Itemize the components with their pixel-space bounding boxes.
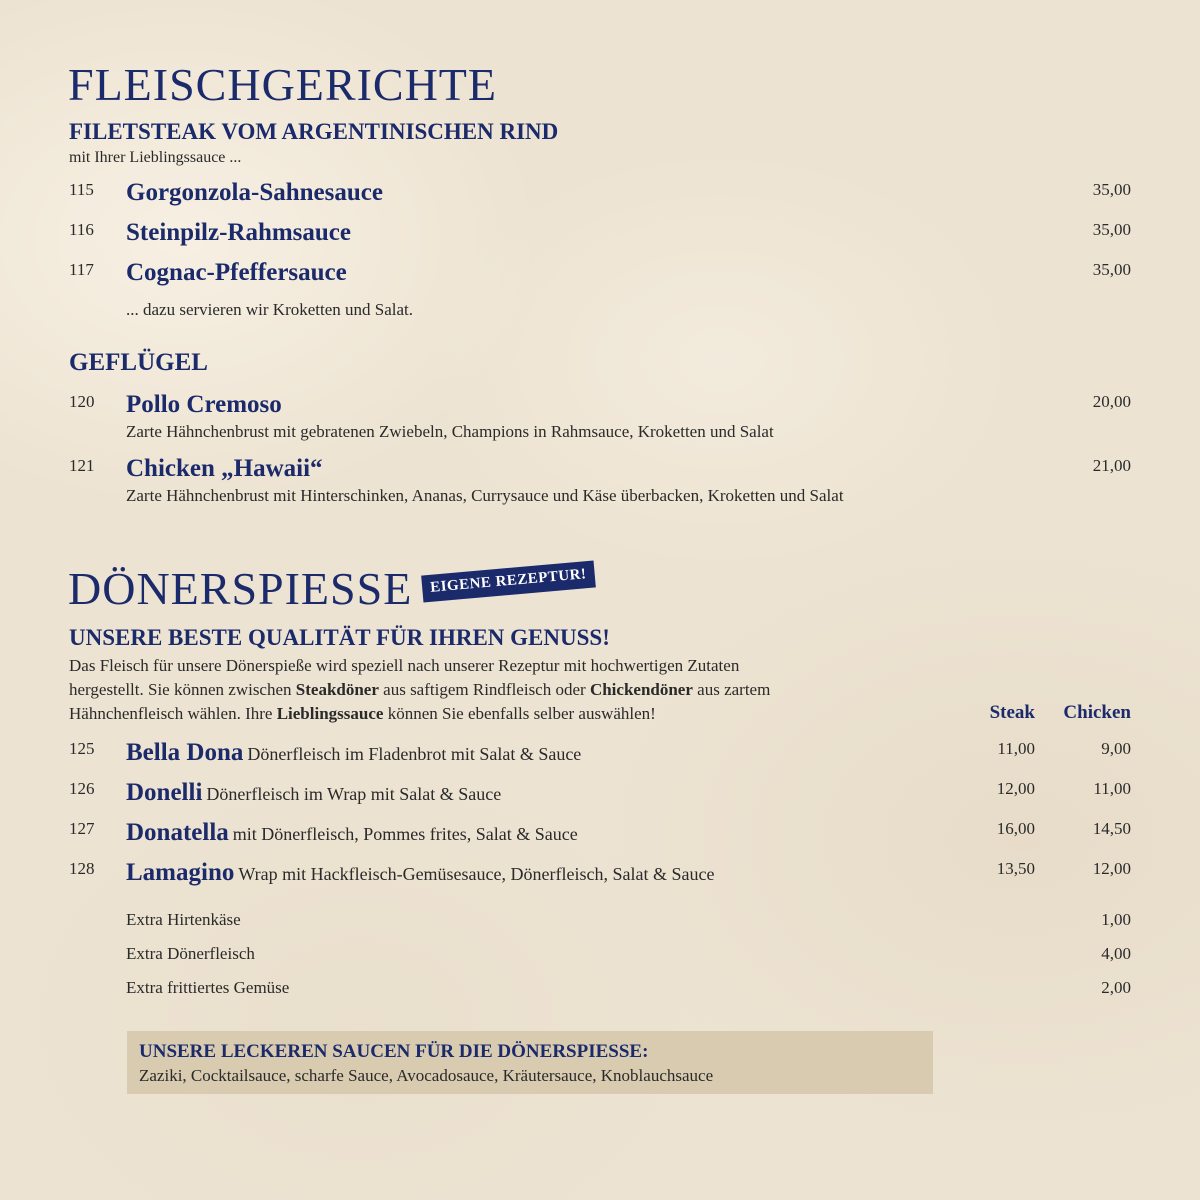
item-description: Dönerfleisch im Wrap mit Salat & Sauce xyxy=(206,784,502,804)
item-name: Donelli xyxy=(126,779,203,806)
extra-price: 2,00 xyxy=(1101,978,1131,997)
item-number: 117 xyxy=(69,260,94,279)
lieblingssauce-label: Lieblingssauce xyxy=(276,704,384,723)
recipe-badge: EIGENE REZEPTUR! xyxy=(421,561,595,603)
item-description: Zarte Hähnchenbrust mit gebratenen Zwiebeln, Champions in Rahmsauce, Kroketten und Salat xyxy=(126,422,774,441)
subsection-title-qualitaet: UNSERE BESTE QUALITÄT FÜR IHREN GENUSS! xyxy=(69,625,610,650)
item-name: Lamagino xyxy=(126,859,235,886)
item-number: 128 xyxy=(69,859,95,878)
item-number: 121 xyxy=(69,456,95,475)
item-name: Gorgonzola-Sahnesauce xyxy=(126,179,383,206)
extra-name: Extra frittiertes Gemüse xyxy=(126,978,290,997)
price-chicken: 11,00 xyxy=(1093,779,1131,798)
section-title-fleischgerichte: FLEISCHGERICHTE xyxy=(68,59,497,110)
extra-name: Extra Dönerfleisch xyxy=(126,944,255,963)
intro-line: hergestellt. Sie können zwischen Steakdöner aus saftigem Rindfleisch oder Chickendöner aus zartem xyxy=(69,680,771,699)
item-price: 35,00 xyxy=(1092,180,1131,199)
column-header-chicken: Chicken xyxy=(1063,702,1131,723)
item-name: Steinpilz-Rahmsauce xyxy=(126,219,351,246)
sauces-title: UNSERE LECKEREN SAUCEN FÜR DIE DÖNERSPIESSE: xyxy=(139,1041,649,1062)
item-number: 115 xyxy=(69,180,94,199)
sauces-list: Zaziki, Cocktailsauce, scharfe Sauce, Avocadosauce, Kräutersauce, Knoblauchsauce xyxy=(139,1066,714,1085)
item-name: Chicken „Hawaii“ xyxy=(126,455,323,482)
doener-item xyxy=(126,740,581,765)
item-price: 35,00 xyxy=(1092,260,1131,279)
item-number: 120 xyxy=(69,392,95,411)
price-steak: 11,00 xyxy=(997,739,1035,758)
filetsteak-note: ... dazu servieren wir Kroketten und Salat. xyxy=(126,300,414,319)
intro-line: Hähnchenfleisch wählen. Ihre Lieblingssauce können Sie ebenfalls selber auswählen! xyxy=(69,704,656,723)
item-name: Cognac-Pfeffersauce xyxy=(126,259,347,286)
price-steak: 16,00 xyxy=(996,819,1035,838)
item-number: 125 xyxy=(69,739,95,758)
subsection-title-filetsteak: FILETSTEAK VOM ARGENTINISCHEN RIND xyxy=(69,119,559,144)
item-number: 127 xyxy=(69,819,95,838)
price-chicken: 12,00 xyxy=(1092,859,1131,878)
item-description: Dönerfleisch im Fladenbrot mit Salat & Sauce xyxy=(247,744,582,764)
subsection-title-gefluegel: GEFLÜGEL xyxy=(69,349,208,376)
price-chicken: 9,00 xyxy=(1101,739,1131,758)
item-description: Zarte Hähnchenbrust mit Hinterschinken, Ananas, Currysauce und Käse überbacken, Kroketten und Salat xyxy=(126,486,844,505)
item-price: 35,00 xyxy=(1092,220,1131,239)
doener-item xyxy=(126,820,578,845)
column-header-steak: Steak xyxy=(989,702,1035,723)
item-name: Bella Dona xyxy=(126,739,244,766)
doener-item xyxy=(126,860,714,885)
item-number: 116 xyxy=(69,220,94,239)
section-title-doenerspiesse: DÖNERSPIESSE xyxy=(68,563,413,614)
intro-line: Das Fleisch für unsere Dönerspieße wird speziell nach unserer Rezeptur mit hochwertigen Zutaten xyxy=(69,656,740,675)
filetsteak-lead: mit Ihrer Lieblingssauce ... xyxy=(69,149,242,166)
item-name: Pollo Cremoso xyxy=(126,391,282,418)
extra-price: 1,00 xyxy=(1101,910,1131,929)
item-description: Wrap mit Hackfleisch-Gemüsesauce, Dönerfleisch, Salat & Sauce xyxy=(238,864,715,884)
item-number: 126 xyxy=(69,779,95,798)
price-steak: 13,50 xyxy=(996,859,1035,878)
item-description: mit Dönerfleisch, Pommes frites, Salat & Sauce xyxy=(232,824,578,844)
sauces-box xyxy=(127,1031,933,1094)
item-name: Donatella xyxy=(126,819,229,846)
extra-name: Extra Hirtenkäse xyxy=(126,910,241,929)
item-price: 20,00 xyxy=(1092,392,1131,411)
extra-price: 4,00 xyxy=(1101,944,1131,963)
doener-item xyxy=(126,780,501,805)
chickendoener-label: Chickendöner xyxy=(589,680,693,699)
steakdoener-label: Steakdöner xyxy=(295,680,379,699)
doener-intro xyxy=(69,654,929,726)
price-chicken: 14,50 xyxy=(1092,819,1131,838)
item-price: 21,00 xyxy=(1092,456,1131,475)
price-steak: 12,00 xyxy=(996,779,1035,798)
